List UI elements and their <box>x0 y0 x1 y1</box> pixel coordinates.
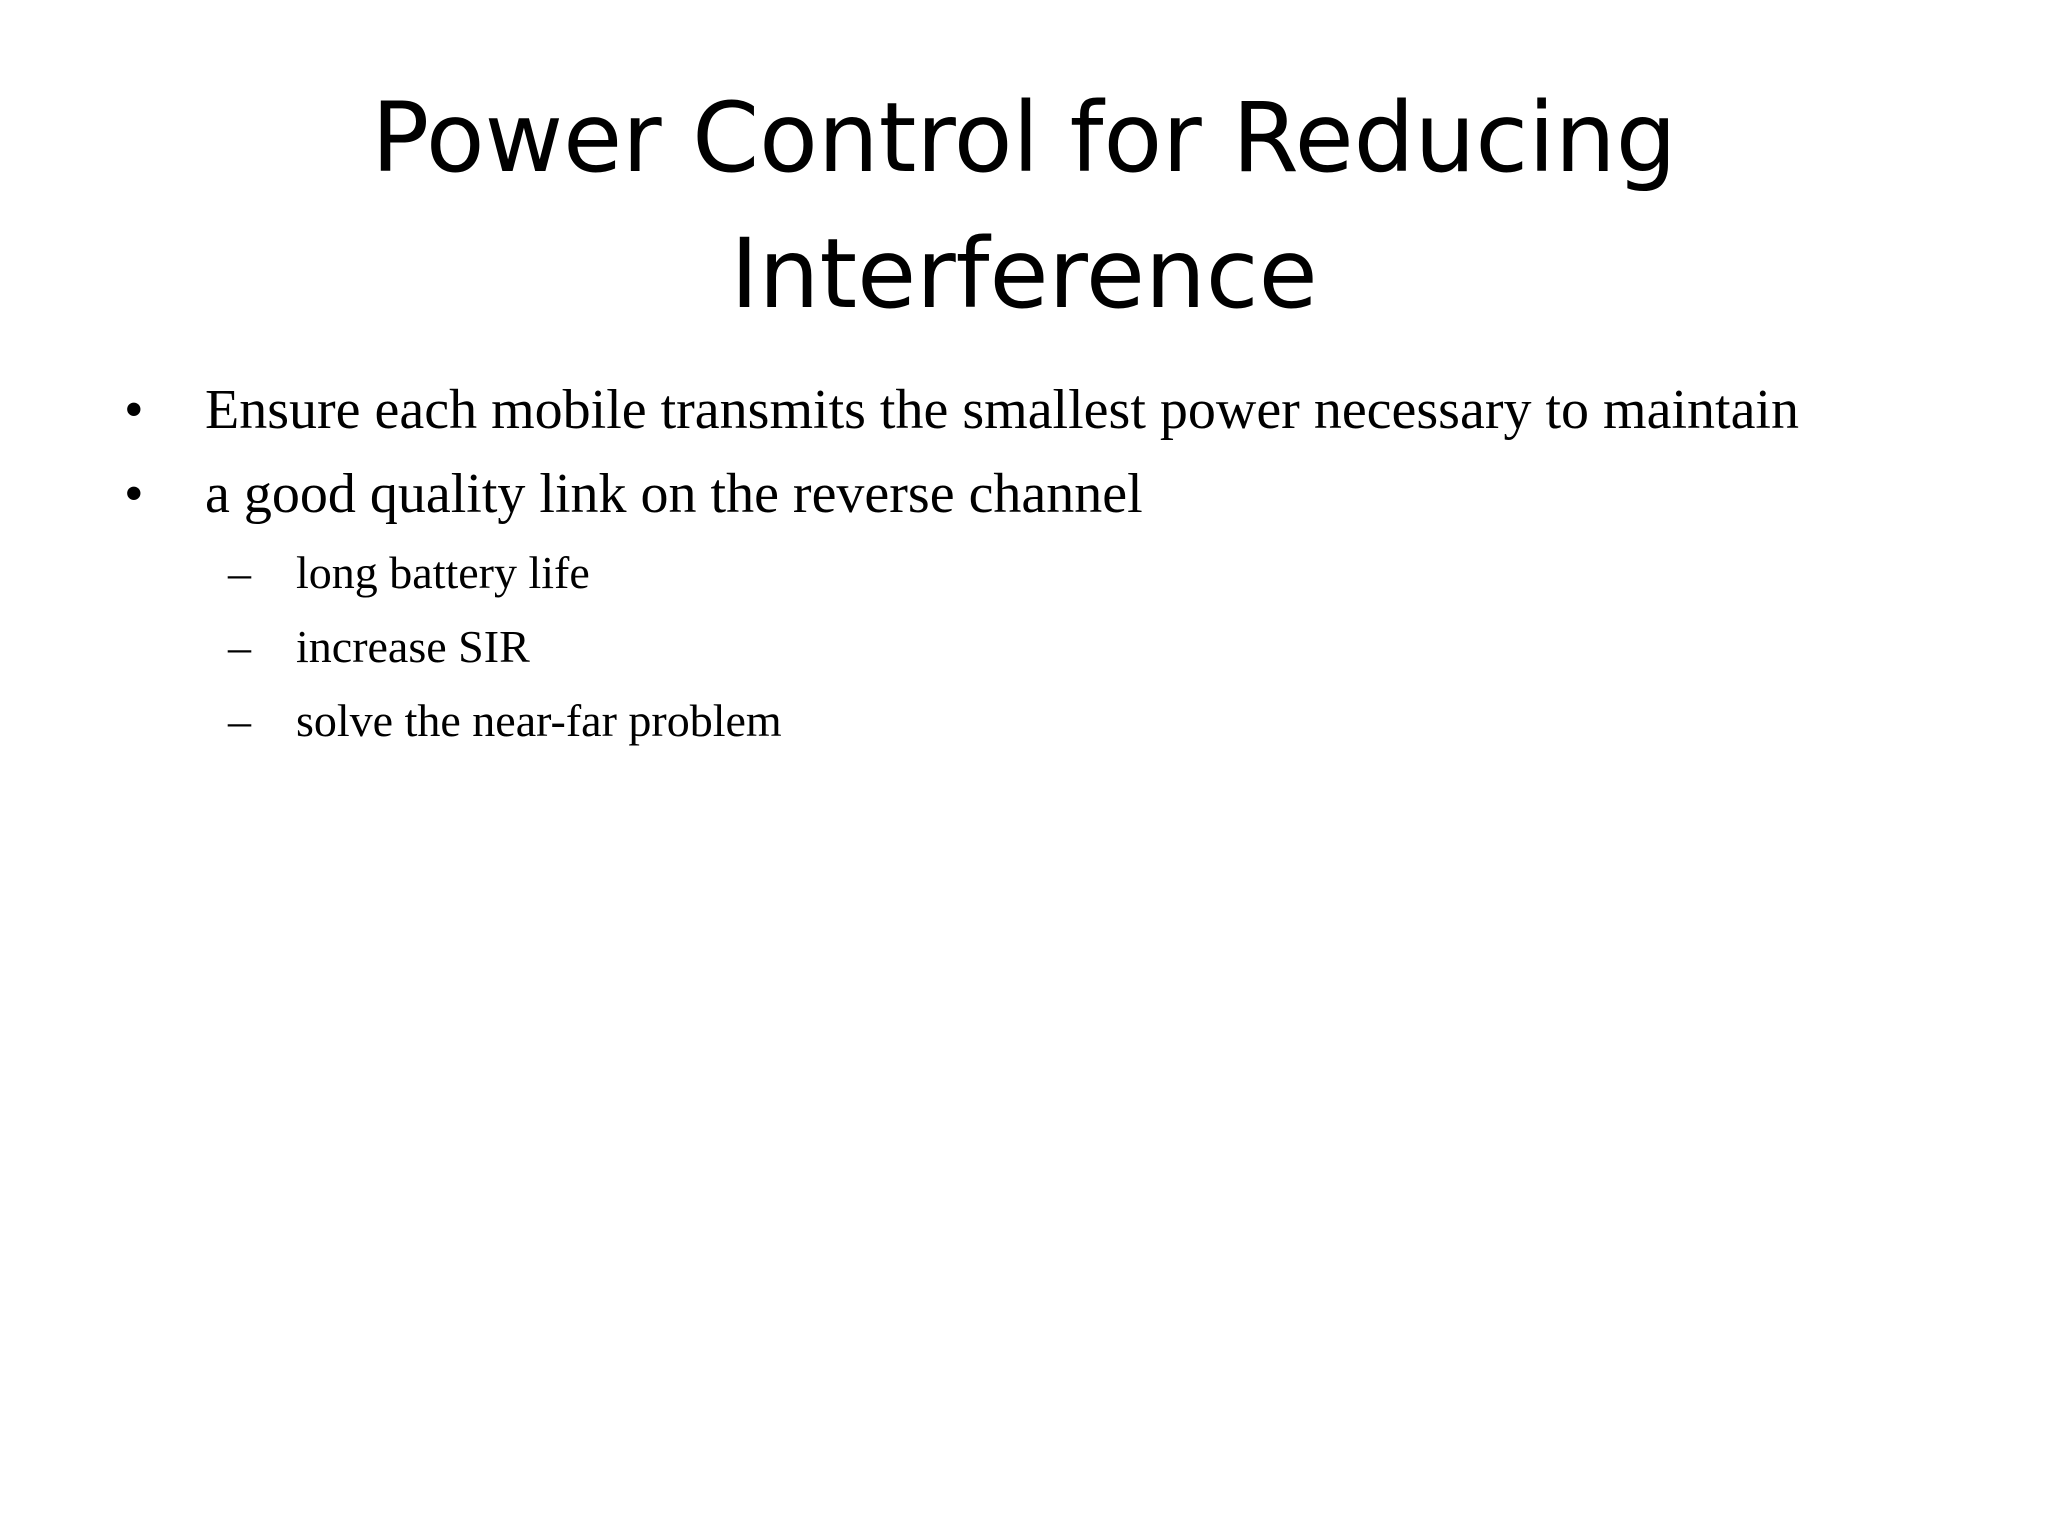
bullet-text: a good quality link on the reverse channel <box>205 463 1143 525</box>
bullet-marker: • <box>124 463 144 525</box>
sub-bullet-marker: – <box>228 695 251 746</box>
sub-bullet-text: increase SIR <box>296 621 530 672</box>
bullet-item <box>120 368 1980 452</box>
bullet-text: Ensure each mobile transmits the smallest power necessary to maintain <box>205 379 1799 441</box>
sub-bullet-text: long battery life <box>296 547 590 598</box>
slide-title <box>200 70 1848 342</box>
bullet-item <box>120 452 1980 536</box>
slide-title-line-2: Interference <box>730 218 1318 330</box>
sub-bullet-marker: – <box>228 621 251 672</box>
sub-bullet-item <box>120 536 1980 610</box>
bullet-marker: • <box>124 379 144 441</box>
sub-bullet-item <box>120 610 1980 684</box>
sub-bullet-marker: – <box>228 547 251 598</box>
slide-body <box>120 368 1980 758</box>
sub-bullet-item <box>120 684 1980 758</box>
slide-title-line-1: Power Control for Reducing <box>371 82 1677 194</box>
sub-bullet-text: solve the near-far problem <box>296 695 782 746</box>
